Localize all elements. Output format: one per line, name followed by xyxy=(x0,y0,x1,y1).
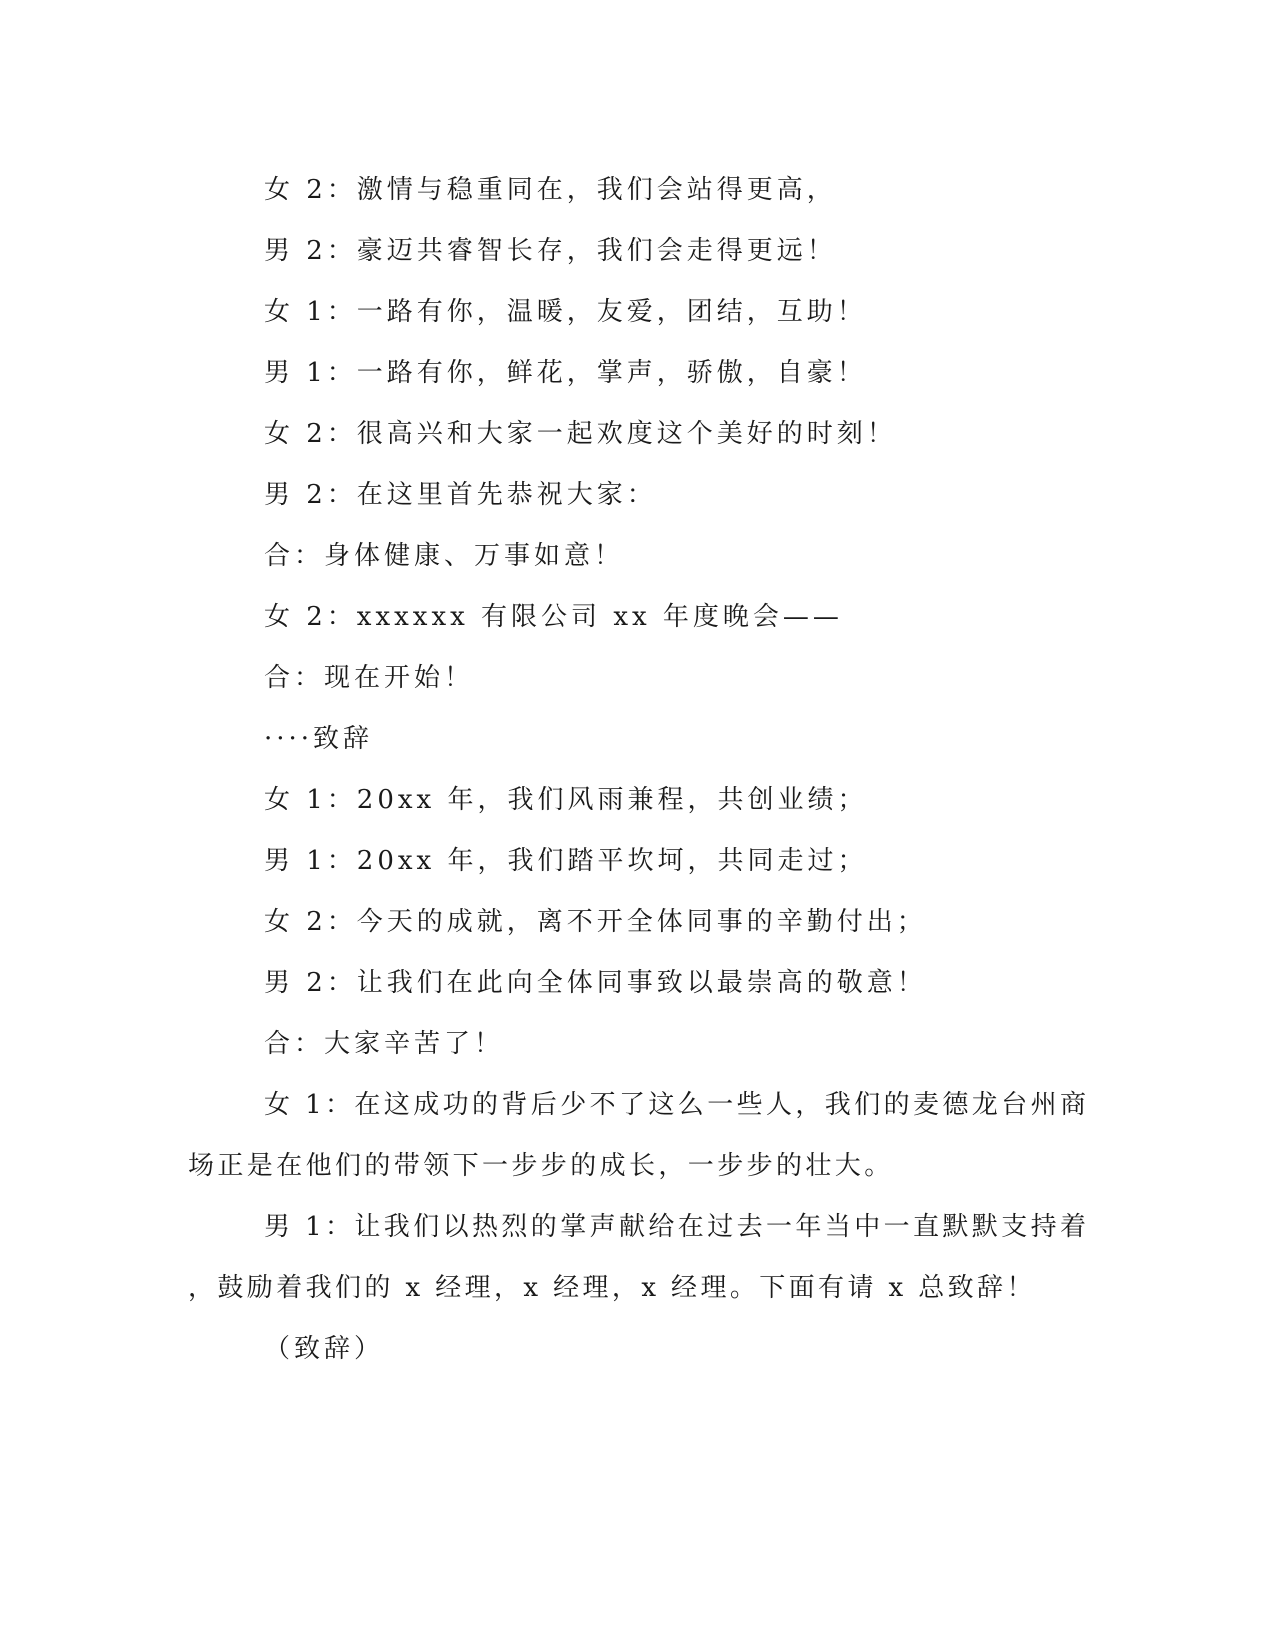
script-line: 女 1：在这成功的背后少不了这么一些人，我们的麦德龙台州商 xyxy=(264,1090,1090,1120)
script-line: 合：现在开始！ xyxy=(264,663,475,693)
script-line: 合：大家辛苦了！ xyxy=(264,1029,505,1059)
script-line: 男 2：豪迈共睿智长存，我们会走得更远！ xyxy=(264,236,837,266)
script-line: 男 2：让我们在此向全体同事致以最崇高的敬意！ xyxy=(264,968,927,998)
script-line: 男 2：在这里首先恭祝大家： xyxy=(264,480,657,510)
script-line: 男 1：让我们以热烈的掌声献给在过去一年当中一直默默支持着 xyxy=(264,1212,1090,1242)
script-line: 女 2：xxxxxx 有限公司 xx 年度晚会—— xyxy=(264,602,843,632)
script-line: 女 2：激情与稳重同在，我们会站得更高， xyxy=(264,175,837,205)
section-heading: ····致辞 xyxy=(264,724,374,754)
script-line: 女 1：一路有你，温暖，友爱，团结，互助！ xyxy=(264,297,867,327)
script-line: 男 1：一路有你，鲜花，掌声，骄傲，自豪！ xyxy=(264,358,867,388)
script-line: 女 2：很高兴和大家一起欢度这个美好的时刻！ xyxy=(264,419,897,449)
script-line: 男 1：20xx 年，我们踏平坎坷，共同走过； xyxy=(264,846,868,876)
script-line: 合：身体健康、万事如意！ xyxy=(264,541,625,571)
document-body xyxy=(188,160,1090,1380)
stage-direction: （致辞） xyxy=(264,1334,385,1364)
script-line-continuation: 场正是在他们的带领下一步步的成长，一步步的壮大。 xyxy=(188,1151,894,1181)
script-line: 女 1：20xx 年，我们风雨兼程，共创业绩； xyxy=(264,785,868,815)
script-line-continuation: ，鼓励着我们的 x 经理，x 经理，x 经理。下面有请 x 总致辞！ xyxy=(188,1273,1036,1303)
script-line: 女 2：今天的成就，离不开全体同事的辛勤付出； xyxy=(264,907,927,937)
